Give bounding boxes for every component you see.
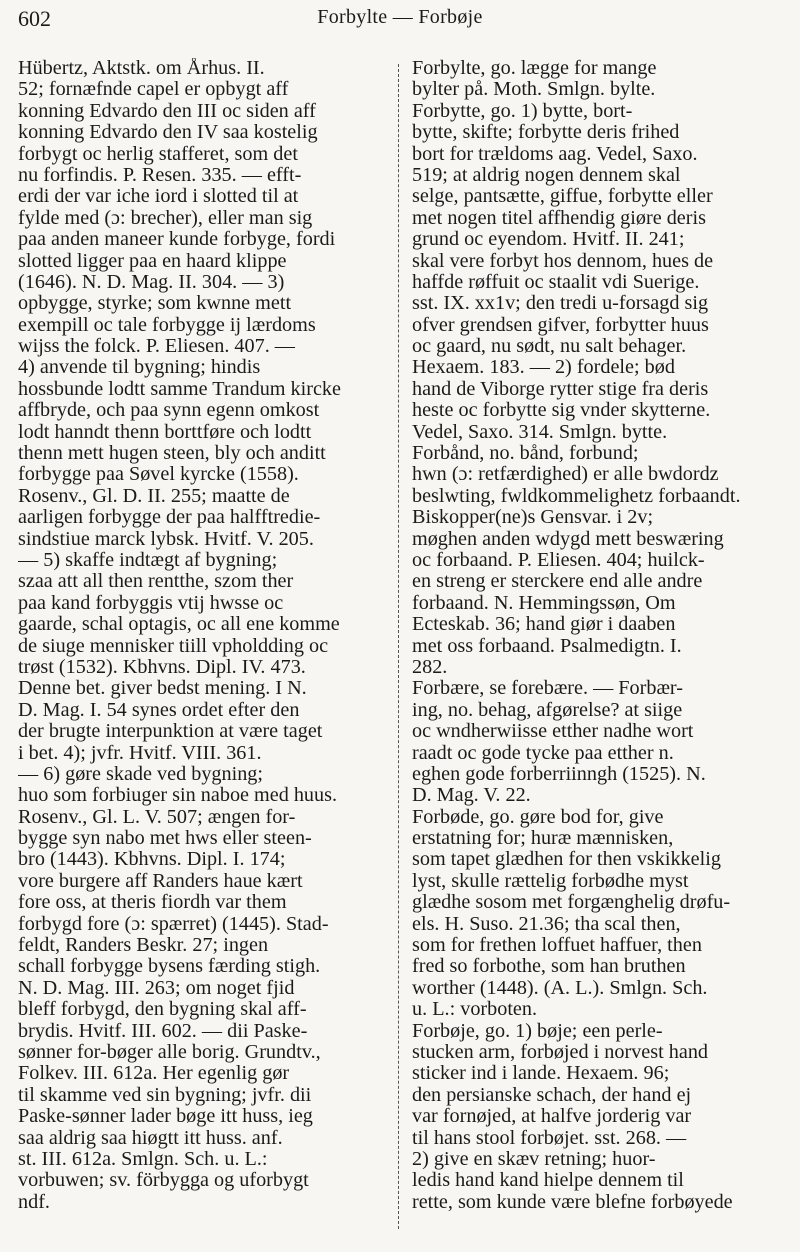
page-number: 602 [18, 6, 51, 31]
text-line: oc forbaand. P. Eliesen. 404; huilck- [412, 549, 705, 571]
text-line: 52; fornæfnde capel er opbygt aff [18, 79, 289, 101]
text-line: som tapet glædhen for then vskikkelig [412, 849, 721, 871]
text-line: bytte, skifte; forbytte deris frihed [412, 122, 680, 144]
right-column [412, 58, 782, 1213]
column-divider [398, 64, 399, 1229]
text-line: en streng er sterckere end alle andre [412, 571, 703, 593]
text-line: els. H. Suso. 21.36; tha scal then, [412, 913, 681, 935]
text-line: lodt hanndt thenn borttføre och lodtt [18, 421, 312, 443]
text-line: hwn (ɔ: retfærdighed) er alle bwdordz [412, 464, 719, 486]
text-line: paa kand forbyggis vtij hwsse oc [18, 592, 284, 614]
text-line: Forbånd, no. bånd, forbund; [412, 443, 639, 465]
text-line: Biskopper(ne)s Gensvar. i 2v; [412, 507, 654, 529]
text-line: nu forfindis. P. Resen. 335. — efft- [18, 164, 302, 186]
text-line: hossbunde lodtt samme Trandum kircke [18, 378, 341, 400]
text-line: slotted ligger paa en haard klippe [18, 250, 287, 272]
text-line: forbygge paa Søvel kyrcke (1558). [18, 464, 299, 486]
text-line: Hexaem. 183. — 2) fordele; bød [412, 357, 675, 379]
running-head: Forbylte — Forbøje [317, 6, 483, 28]
text-line: worther (1448). (A. L.). Smlgn. Sch. [412, 977, 708, 999]
text-line: fred so forbothe, som han bruthen [412, 956, 686, 978]
text-line: schall forbygge bysens færding stigh. [18, 956, 321, 978]
text-line: heste oc forbytte sig vnder skytterne. [412, 400, 711, 422]
text-line: konning Edvardo den IV saa kostelig [18, 122, 318, 144]
text-line: trøst (1532). Kbhvns. Dipl. IV. 473. [18, 656, 306, 678]
text-line: oc gaard, nu sødt, nu salt behager. [412, 336, 687, 358]
text-line: som for frethen loffuet haffuer, then [412, 935, 702, 957]
text-line: gaarde, schal optagis, oc all ene komme [18, 614, 340, 636]
text-line: sindstiue marck lybsk. Hvitf. V. 205. [18, 528, 314, 550]
text-line: fore oss, at theris fiordh var them [18, 892, 287, 914]
text-line: st. III. 612a. Smlgn. Sch. u. L.: [18, 1148, 268, 1170]
text-line: saa aldrig saa hiøgtt itt huss. anf. [18, 1127, 283, 1149]
text-line: bro (1443). Kbhvns. Dipl. I. 174; [18, 849, 286, 871]
text-line: i bet. 4); jvfr. Hvitf. VIII. 361. [18, 742, 262, 764]
text-line: Forbære, se forebære. — Forbær- [412, 678, 683, 700]
text-line: sønner for-bøger alle borig. Grundtv., [18, 1041, 321, 1063]
text-line: sst. IX. xx1v; den tredi u-forsagd sig [412, 293, 709, 315]
text-line: bygge syn nabo met hws eller steen- [18, 828, 312, 850]
text-line: — 6) gøre skade ved bygning; [18, 763, 264, 785]
text-line: oc wndherwiisse etther nadhe wort [412, 721, 694, 743]
text-line: forbaand. N. Hemmingssøn, Om [412, 592, 676, 614]
left-column [18, 58, 383, 1213]
text-line: opbygge, styrke; som kwnne mett [18, 293, 292, 315]
text-line: Hübertz, Aktstk. om Århus. II. [18, 58, 265, 79]
text-line: var fornøjed, at halfve jorderig var [412, 1106, 692, 1128]
text-line: ofver grendsen gifver, forbytter huus [412, 314, 709, 336]
text-line: D. Mag. V. 22. [412, 785, 531, 807]
text-line: grund oc eyendom. Hvitf. II. 241; [412, 229, 685, 251]
text-line: den persianske schach, der hand ej [412, 1084, 692, 1106]
text-line: szaa att all then rentthe, szom ther [18, 571, 294, 593]
text-line: stucken arm, forbøjed i norvest hand [412, 1041, 709, 1063]
text-line: Ecteskab. 36; hand giør i daaben [412, 614, 676, 636]
text-line: møghen anden wdygd mett beswæring [412, 528, 724, 550]
text-line: 4) anvende til bygning; hindis [18, 357, 261, 379]
text-line: vore burgere aff Randers haue kært [18, 870, 303, 892]
text-line: raadt oc gode tycke paa etther n. [412, 742, 674, 764]
text-line: erdi der var iche iord i slotted til at [18, 186, 299, 208]
text-line: wijss the folck. P. Eliesen. 407. — [18, 336, 295, 358]
text-line: bleff forbygd, den bygning skal aff- [18, 999, 307, 1021]
text-line: bylter på. Moth. Smlgn. bylte. [412, 79, 656, 101]
text-line: Forbytte, go. 1) bytte, bort- [412, 100, 633, 122]
text-line: aarligen forbygge der paa halfftredie- [18, 507, 321, 529]
text-line: til hans stool forbøjet. sst. 268. — [412, 1127, 687, 1149]
text-line: brydis. Hvitf. III. 602. — dii Paske- [18, 1020, 308, 1042]
text-line: haffde røffuit oc staalit vdi Suerige. [412, 271, 700, 293]
text-line: Rosenv., Gl. D. II. 255; maatte de [18, 485, 290, 507]
text-line: N. D. Mag. III. 263; om noget fjid [18, 977, 295, 999]
text-line: huo som forbiuger sin naboe med huus. [18, 785, 338, 807]
text-line: forbygd fore (ɔ: spærret) (1445). Stad- [18, 913, 329, 935]
text-line: 282. [412, 656, 448, 678]
text-line: hand de Viborge rytter stige fra deris [412, 378, 709, 400]
text-line: bort for trældoms aag. Vedel, Saxo. [412, 143, 698, 165]
text-line: ndf. [18, 1191, 50, 1213]
text-line: Paske-sønner lader bøge itt huss, ieg [18, 1106, 313, 1128]
text-line: til skamme ved sin bygning; jvfr. dii [18, 1084, 312, 1106]
text-line: met oss forbaand. Psalmedigtn. I. [412, 635, 682, 657]
text-line: ing, no. behag, afgørelse? at siige [412, 699, 683, 721]
text-line: rette, som kunde være blefne forbøyede [412, 1191, 733, 1213]
text-line: exempill oc tale forbygge ij lærdoms [18, 314, 316, 336]
text-line: Rosenv., Gl. L. V. 507; ængen for- [18, 806, 296, 828]
text-line: Folkev. III. 612a. Her egenlig gør [18, 1063, 290, 1085]
text-line: ledis hand kand hielpe dennem til [412, 1170, 684, 1192]
text-line: u. L.: vorboten. [412, 999, 538, 1021]
text-line: forbygt oc herlig stafferet, som det [18, 143, 298, 165]
text-line: erstatning for; huræ mænnisken, [412, 828, 674, 850]
text-line: vorbuwen; sv. förbygga og uforbygt [18, 1170, 309, 1192]
text-line: beslwting, fwldkommelighetz forbaandt. [412, 485, 741, 507]
text-line: sticker ind i lande. Hexaem. 96; [412, 1063, 670, 1085]
text-line: 2) give en skæv retning; huor- [412, 1148, 656, 1170]
text-line: — 5) skaffe indtægt af bygning; [18, 549, 278, 571]
text-line: glædhe sosom met forgænghelig drøfu- [412, 892, 731, 914]
text-line: D. Mag. I. 54 synes ordet efter den [18, 699, 300, 721]
text-line: met nogen titel affhendig giøre deris [412, 207, 706, 229]
text-line: 519; at aldrig nogen dennem skal [412, 164, 681, 186]
text-line: thenn mett hugen steen, bly och anditt [18, 443, 326, 465]
text-line: Forbøje, go. 1) bøje; een perle- [412, 1020, 663, 1042]
text-line: de siuge mennisker tiill vpholdding oc [18, 635, 329, 657]
text-line: fylde med (ɔ: brecher), eller man sig [18, 207, 313, 229]
text-line: Forbylte, go. lægge for mange [412, 58, 657, 79]
text-line: Denne bet. giver bedst mening. I N. [18, 678, 307, 700]
text-line: skal vere forbyt hos dennom, hues de [412, 250, 714, 272]
text-line: Vedel, Saxo. 314. Smlgn. bytte. [412, 421, 668, 443]
text-line: affbryde, och paa synn egenn omkost [18, 400, 320, 422]
text-line: der brugte interpunktion at være taget [18, 721, 323, 743]
text-line: lyst, skulle rættelig forbødhe myst [412, 870, 689, 892]
text-line: eghen gode forberriinngh (1525). N. [412, 763, 706, 785]
text-line: (1646). N. D. Mag. II. 304. — 3) [18, 271, 285, 293]
text-line: Forbøde, go. gøre bod for, give [412, 806, 664, 828]
text-line: konning Edvardo den III oc siden aff [18, 100, 316, 122]
text-line: feldt, Randers Beskr. 27; ingen [18, 935, 269, 957]
text-line: paa anden maneer kunde forbyge, fordi [18, 229, 336, 251]
text-line: selge, pantsætte, giffue, forbytte eller [412, 186, 713, 208]
